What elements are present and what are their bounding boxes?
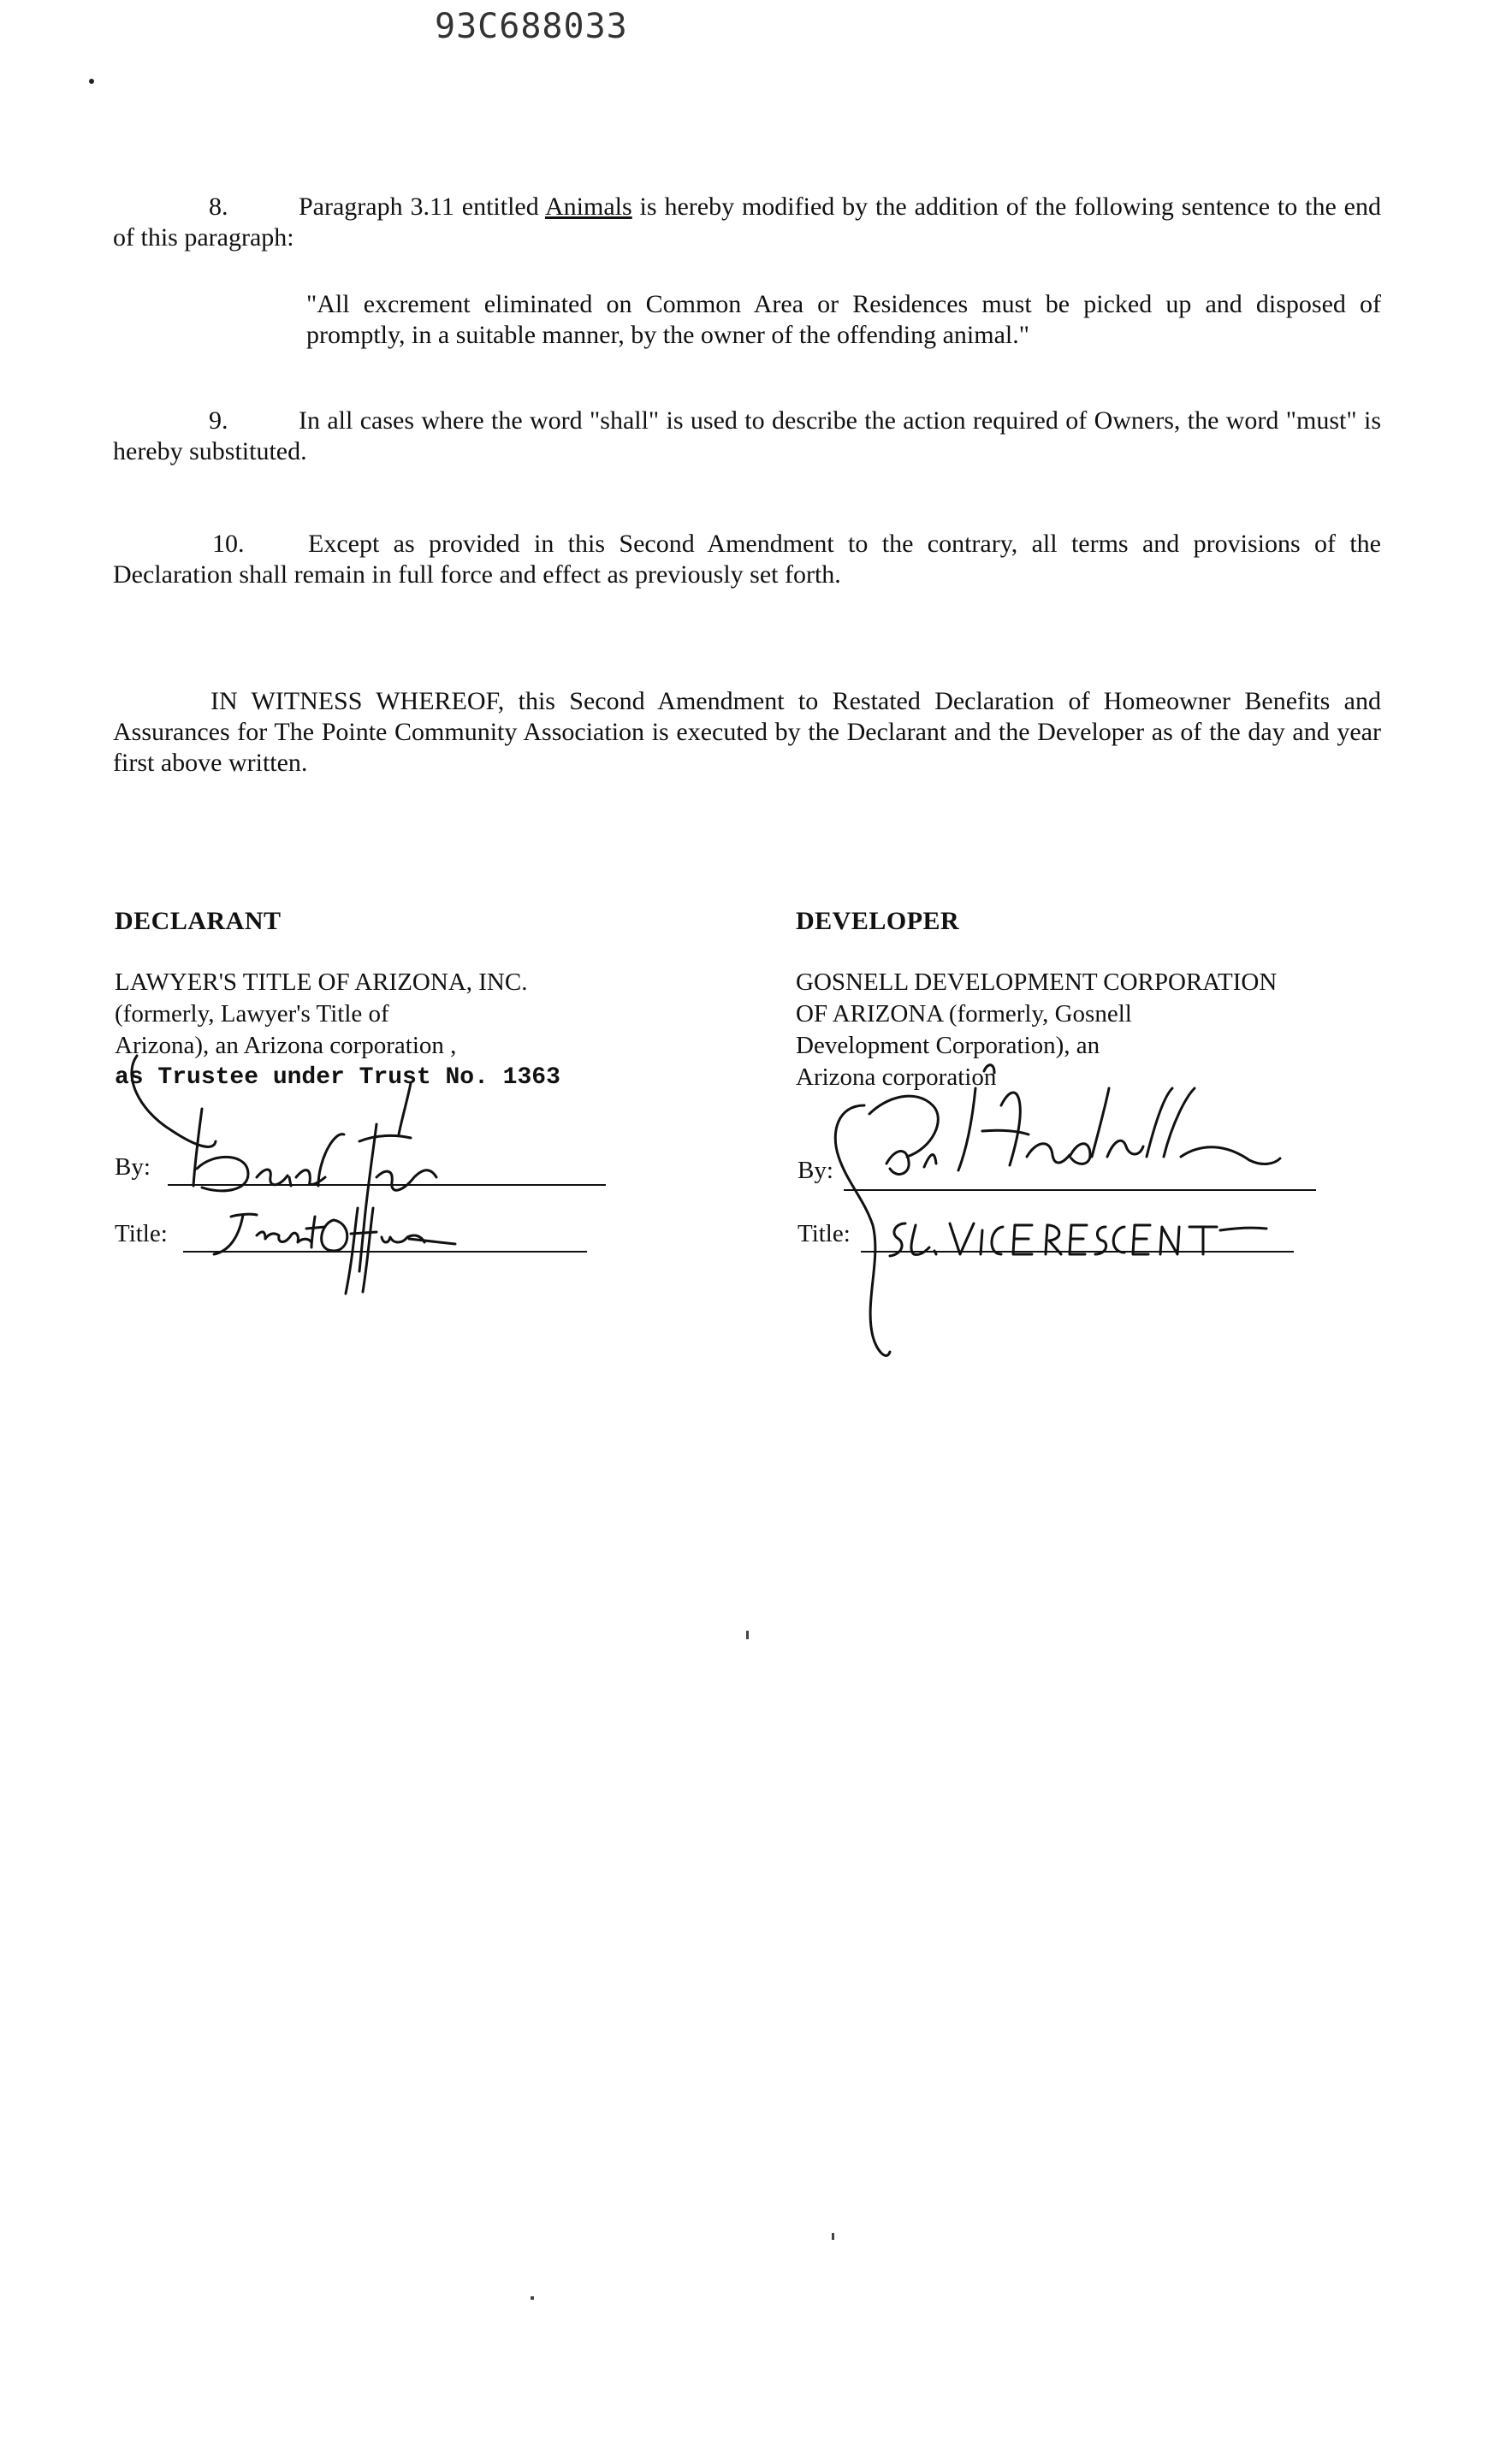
developer-line: OF ARIZONA (formerly, Gosnell <box>796 1000 1132 1028</box>
section-9-text: In all cases where the word "shall" is used to describe the action required of Owners, the word "must" is hereby substituted. <box>113 406 1381 465</box>
developer-title-label: Title: <box>797 1220 851 1247</box>
declarant-line: LAWYER'S TITLE OF ARIZONA, INC. <box>115 968 528 996</box>
declarant-trustee-line: as Trustee under Trust No. 1363 <box>115 1064 560 1091</box>
section-8-text-before: Paragraph 3.11 entitled <box>299 192 545 221</box>
developer-heading: DEVELOPER <box>796 907 960 935</box>
scan-speck <box>89 79 94 84</box>
declarant-title-handwriting <box>205 1199 479 1302</box>
section-8-emphasis: Animals <box>544 192 632 221</box>
declarant-title-label: Title: <box>115 1220 168 1247</box>
scan-speck <box>746 1631 749 1639</box>
section-8-number: 8. <box>209 192 228 221</box>
declarant-by-label: By: <box>115 1153 151 1181</box>
section-9 <box>113 406 1381 467</box>
section-10 <box>113 529 1381 590</box>
developer-line: Arizona corporation <box>796 1063 997 1091</box>
witness-clause <box>113 686 1381 779</box>
declarant-heading: DECLARANT <box>115 907 282 935</box>
developer-title-handwriting <box>881 1213 1309 1273</box>
section-8-quote: "All excrement eliminated on Common Area or Residences must be picked up and disposed of promptly, in a suitable manner, by the owner of the offending animal." <box>306 290 1381 349</box>
developer-line: GOSNELL DEVELOPMENT CORPORATION <box>796 968 1278 996</box>
scan-speck <box>832 2233 834 2240</box>
witness-text: IN WITNESS WHEREOF, this Second Amendment to Restated Declaration of Homeowner Benefits and Assurances for The Pointe Community Association is executed by the Declarant and the Developer as of the day and year first above written. <box>113 687 1381 777</box>
section-10-text: Except as provided in this Second Amendment to the contrary, all terms and provisions of the Declaration shall remain in full force and effect as previously set forth. <box>113 530 1381 589</box>
developer-by-label: By: <box>797 1157 833 1184</box>
section-8 <box>113 192 1381 253</box>
scan-speck <box>531 2296 534 2300</box>
section-10-number: 10. <box>212 530 245 558</box>
developer-line: Development Corporation), an <box>796 1032 1100 1059</box>
document-number-stamp: 93C688033 <box>435 7 628 46</box>
declarant-line: Arizona), an Arizona corporation , <box>115 1032 457 1059</box>
section-8-text-after: is hereby modified by the addition of the following sentence to the end of this paragraph: <box>113 192 1381 252</box>
section-9-number: 9. <box>209 406 228 435</box>
developer-signature <box>804 1054 1301 1362</box>
declarant-line: (formerly, Lawyer's Title of <box>115 1000 389 1028</box>
scan-noise-row <box>128 2404 1241 2408</box>
